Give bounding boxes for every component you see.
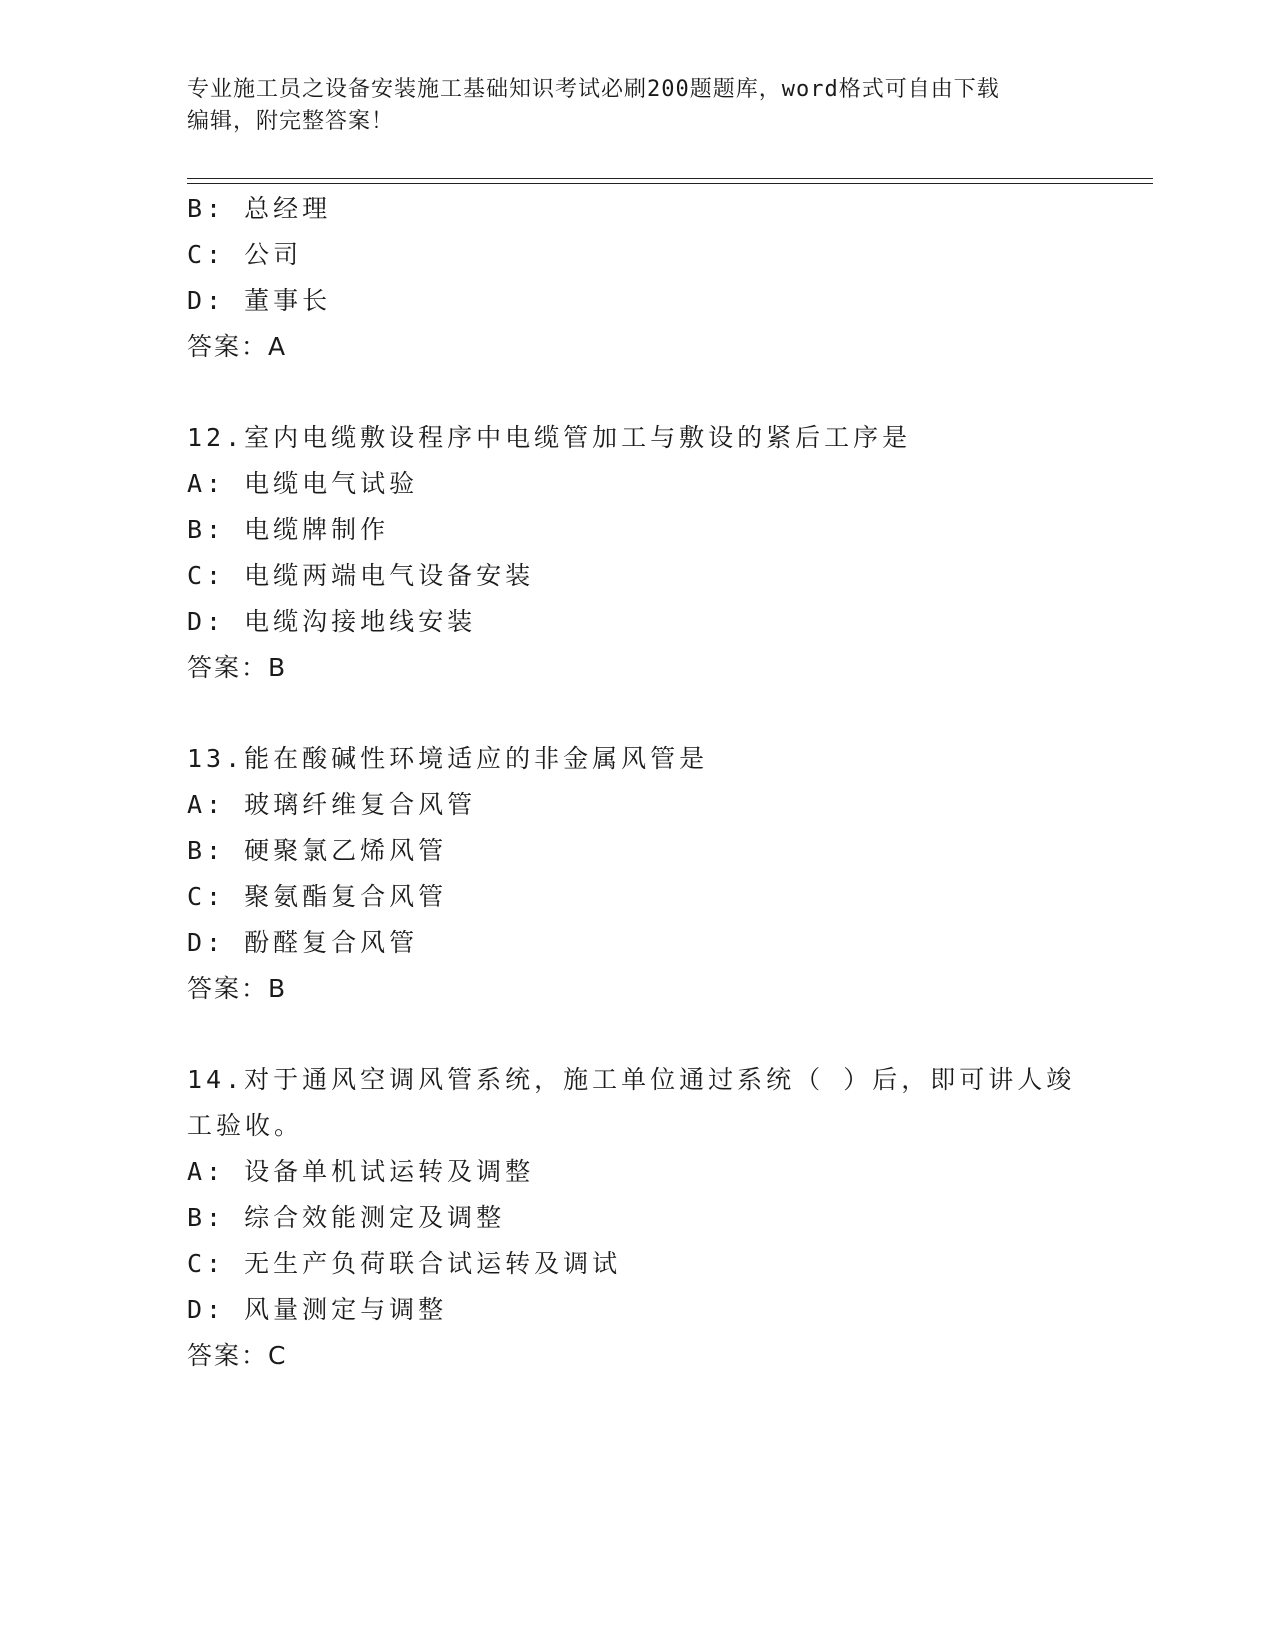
option-c: C: 电缆两端电气设备安装 <box>187 561 535 590</box>
option-a: A: 玻璃纤维复合风管 <box>187 790 477 819</box>
question-stem: 12.室内电缆敷设程序中电缆管加工与敷设的紧后工序是 <box>187 423 912 452</box>
option-d: D: 董事长 <box>187 286 332 315</box>
option-b: B: 电缆牌制作 <box>187 515 390 544</box>
option-b: B: 综合效能测定及调整 <box>187 1203 506 1232</box>
header-rule-bottom <box>187 183 1153 184</box>
option-c: C: 无生产负荷联合试运转及调试 <box>187 1249 622 1278</box>
header-line-2: 编辑，附完整答案！ <box>187 109 395 134</box>
option-c: C: 公司 <box>187 240 303 269</box>
question-12 <box>187 415 1087 691</box>
option-d: D: 风量测定与调整 <box>187 1295 448 1324</box>
answer: 答案：C <box>187 1341 288 1370</box>
option-a: A: 电缆电气试验 <box>187 469 419 498</box>
option-c: C: 聚氨酯复合风管 <box>187 882 448 911</box>
option-b: B: 硬聚氯乙烯风管 <box>187 836 448 865</box>
answer: 答案：B <box>187 974 288 1003</box>
question-stem-line-2: 工验收。 <box>187 1111 304 1140</box>
question-list <box>187 186 1087 1379</box>
question-stem-line-1: 14.对于通风空调风管系统，施工单位通过系统（ ）后，即可讲人竣 <box>187 1065 1076 1094</box>
option-a: A: 设备单机试运转及调整 <box>187 1157 535 1186</box>
option-b: B: 总经理 <box>187 194 332 223</box>
header-line-1: 专业施工员之设备安装施工基础知识考试必刷200题题库，word格式可自由下载 <box>187 77 1000 102</box>
header-rule-top <box>187 178 1153 179</box>
answer: 答案：A <box>187 332 288 361</box>
question-stem: 13.能在酸碱性环境适应的非金属风管是 <box>187 744 709 773</box>
answer: 答案：B <box>187 653 288 682</box>
option-d: D: 电缆沟接地线安装 <box>187 607 477 636</box>
question-14 <box>187 1057 1087 1379</box>
question-11-tail <box>187 186 1087 370</box>
option-d: D: 酚醛复合风管 <box>187 928 419 957</box>
document-header <box>187 74 1067 138</box>
question-13 <box>187 736 1087 1012</box>
